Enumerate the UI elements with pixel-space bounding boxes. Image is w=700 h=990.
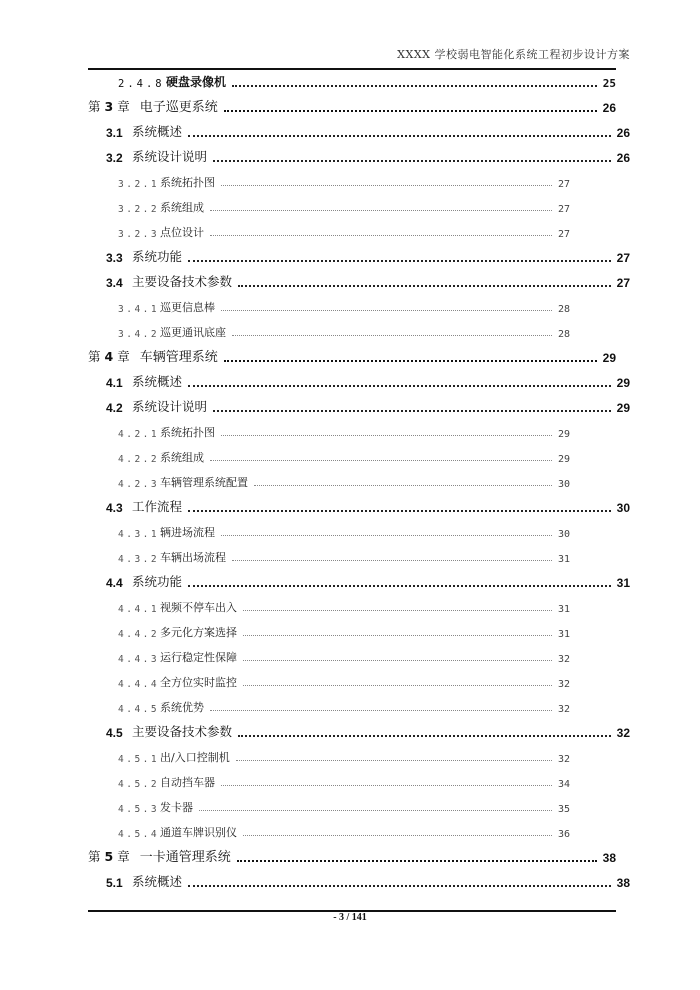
toc-entry-title: 系统设计说明 — [132, 399, 208, 414]
toc-entry-title: 出/入口控制机 — [160, 751, 230, 764]
toc-entry-title: 一卡通管理系统 — [139, 850, 231, 865]
toc-entry-page: 30 — [557, 479, 570, 490]
dot-leader — [210, 450, 552, 461]
toc-entry-title: 车辆管理系统配置 — [160, 476, 248, 489]
chapter-number: 5 — [104, 849, 114, 864]
toc-entry-title: 系统概述 — [132, 374, 183, 389]
dot-leader — [221, 300, 552, 311]
toc-entry-title: 系统概述 — [132, 124, 183, 139]
dot-leader — [210, 200, 552, 211]
toc-entry-title: 自动挡车器 — [160, 776, 215, 789]
toc-entry[interactable] — [118, 643, 570, 665]
toc-entry-page: 29 — [602, 351, 616, 365]
dot-leader — [238, 275, 611, 287]
dot-leader — [188, 575, 611, 587]
toc-entry-title: 视频不停车出入 — [160, 601, 237, 614]
dot-leader — [254, 475, 552, 486]
toc-entry-title: 车辆管理系统 — [139, 350, 218, 365]
dot-leader — [232, 75, 597, 87]
chapter-suffix: 章 — [117, 349, 130, 364]
dot-leader — [243, 825, 552, 836]
toc-entry-page: 26 — [616, 126, 630, 140]
chapter-number: 3 — [104, 99, 114, 114]
toc-entry-page: 31 — [557, 604, 570, 615]
toc-entry-number: 4.3.1 — [118, 529, 160, 540]
toc-entry-page: 34 — [557, 779, 570, 790]
toc-entry-page: 31 — [557, 554, 570, 565]
toc-entry-title: 系统组成 — [160, 451, 204, 464]
chapter-suffix: 章 — [117, 849, 130, 864]
toc-entry-title: 硬盘录像机 — [166, 75, 227, 89]
toc-entry-page: 32 — [616, 726, 630, 740]
toc-entry-title: 多元化方案选择 — [160, 626, 237, 639]
toc-entry-number: 4.4.2 — [118, 629, 160, 640]
toc-entry-title: 通道车牌识别仪 — [160, 826, 237, 839]
dot-leader — [232, 325, 552, 336]
toc-entry[interactable] — [106, 718, 630, 740]
dot-leader — [243, 650, 552, 661]
dot-leader — [188, 125, 611, 137]
toc-entry-number: 4.5.4 — [118, 829, 160, 840]
toc-entry-number: 5.1 — [106, 876, 123, 890]
toc-entry[interactable] — [88, 843, 616, 865]
chapter-prefix: 第 — [88, 349, 101, 364]
dot-leader — [221, 775, 552, 786]
dot-leader — [188, 875, 611, 887]
dot-leader — [236, 750, 552, 761]
toc-entry-title: 点位设计 — [160, 226, 204, 239]
toc-entry-number: 3.3 — [106, 251, 123, 265]
toc-entry[interactable] — [118, 468, 570, 490]
toc-entry[interactable] — [88, 343, 616, 365]
toc-entry-page: 32 — [557, 679, 570, 690]
toc-entry-page: 27 — [557, 229, 570, 240]
toc-entry-title: 运行稳定性保障 — [160, 651, 237, 664]
toc-entry[interactable] — [106, 118, 630, 140]
toc-entry-page: 29 — [616, 376, 630, 390]
toc-entry-title: 主要设备技术参数 — [132, 274, 233, 289]
dot-leader — [188, 500, 611, 512]
toc-entry-number: 4.2.3 — [118, 479, 160, 490]
toc-entry-page: 26 — [602, 101, 616, 115]
toc-entry[interactable] — [118, 793, 570, 815]
toc-entry-page: 32 — [557, 654, 570, 665]
toc-entry[interactable] — [118, 818, 570, 840]
dot-leader — [210, 700, 552, 711]
toc-entry[interactable] — [118, 218, 570, 240]
toc-entry-number — [88, 347, 140, 365]
toc-entry-page: 32 — [557, 704, 570, 715]
toc-entry-number — [88, 847, 140, 865]
toc-entry-number: 4.2.2 — [118, 454, 160, 465]
toc-entry-title: 系统概述 — [132, 874, 183, 889]
toc-entry[interactable] — [118, 193, 570, 215]
dot-leader — [188, 250, 611, 262]
toc-entry-page: 28 — [557, 329, 570, 340]
toc-entry-page: 27 — [557, 179, 570, 190]
toc-entry-number: 4.3.2 — [118, 554, 160, 565]
toc-entry-title: 系统设计说明 — [132, 149, 208, 164]
toc-entry[interactable] — [106, 568, 630, 590]
toc-entry[interactable] — [118, 443, 570, 465]
toc-entry-number: 3.2 — [106, 151, 123, 165]
toc-entry-title: 发卡器 — [160, 801, 193, 814]
dot-leader — [199, 800, 552, 811]
toc-entry[interactable] — [118, 668, 570, 690]
toc-entry-title: 系统功能 — [132, 574, 183, 589]
toc-entry-page: 28 — [557, 304, 570, 315]
toc-entry[interactable] — [106, 393, 630, 415]
dot-leader — [221, 425, 552, 436]
toc-entry-number: 4.4 — [106, 576, 123, 590]
toc-entry-title: 电子巡更系统 — [139, 100, 218, 115]
chapter-number: 4 — [104, 349, 114, 364]
toc-entry[interactable] — [118, 518, 570, 540]
toc-entry[interactable] — [106, 493, 630, 515]
dot-leader — [213, 400, 611, 412]
dot-leader — [221, 175, 552, 186]
toc-entry-number: 3.4 — [106, 276, 123, 290]
toc-entry-title: 车辆出场流程 — [160, 551, 226, 564]
dot-leader — [243, 600, 552, 611]
toc-entry[interactable] — [118, 293, 570, 315]
toc-entry[interactable] — [106, 868, 630, 890]
toc-entry-number: 4.5.2 — [118, 779, 160, 790]
toc-entry-page: 27 — [616, 251, 630, 265]
toc-entry-page: 29 — [557, 429, 570, 440]
toc-entry-title: 巡更信息棒 — [160, 301, 215, 314]
toc-entry-title: 辆进场流程 — [160, 526, 215, 539]
toc-entry[interactable] — [118, 168, 570, 190]
toc-entry[interactable] — [118, 318, 570, 340]
toc-entry[interactable] — [106, 268, 630, 290]
toc-entry-page: 36 — [557, 829, 570, 840]
toc-entry-title: 系统优势 — [160, 701, 204, 714]
toc-entry-number: 4.4.1 — [118, 604, 160, 615]
toc-entry[interactable] — [118, 693, 570, 715]
toc-entry-page: 26 — [616, 151, 630, 165]
dot-leader — [213, 150, 611, 162]
toc-entry-page: 29 — [616, 401, 630, 415]
toc-entry[interactable] — [88, 93, 616, 115]
toc-entry-page: 29 — [557, 454, 570, 465]
chapter-prefix: 第 — [88, 849, 101, 864]
toc-entry-number: 4.4.3 — [118, 654, 160, 665]
toc-entry-page: 27 — [557, 204, 570, 215]
toc-entry-page: 30 — [616, 501, 630, 515]
toc-entry-title: 系统拓扑图 — [160, 176, 215, 189]
toc-entry[interactable] — [106, 243, 630, 265]
toc-entry-number: 3.2.3 — [118, 229, 160, 240]
toc-entry[interactable] — [118, 543, 570, 565]
chapter-prefix: 第 — [88, 99, 101, 114]
toc-entry-number: 4.4.5 — [118, 704, 160, 715]
toc-entry-page: 25 — [602, 77, 616, 90]
toc-entry[interactable] — [118, 618, 570, 640]
toc-entry-page: 31 — [557, 629, 570, 640]
toc-entry-page: 38 — [602, 851, 616, 865]
toc-entry[interactable] — [118, 593, 570, 615]
toc-entry-number: 4.3 — [106, 501, 123, 515]
toc-entry-number: 4.1 — [106, 376, 123, 390]
toc-entry-number: 4.5 — [106, 726, 123, 740]
toc-entry[interactable] — [118, 68, 616, 90]
toc-entry[interactable] — [118, 768, 570, 790]
toc-entry-number: 4.2.1 — [118, 429, 160, 440]
dot-leader — [224, 100, 597, 112]
toc-entry-page: 30 — [557, 529, 570, 540]
toc-entry-number — [88, 97, 140, 115]
toc-entry-number: 4.4.4 — [118, 679, 160, 690]
page-number: - 3 / 141 — [333, 912, 367, 923]
toc-entry-page: 35 — [557, 804, 570, 815]
toc-entry[interactable] — [106, 143, 630, 165]
toc-entry-title: 工作流程 — [132, 499, 183, 514]
toc-entry-page: 32 — [557, 754, 570, 765]
dot-leader — [221, 525, 552, 536]
toc-entry[interactable] — [118, 743, 570, 765]
toc-entry-number: 4.2 — [106, 401, 123, 415]
toc-entry-number: 4.5.1 — [118, 754, 160, 765]
toc-entry-page: 27 — [616, 276, 630, 290]
toc-entry-title: 系统组成 — [160, 201, 204, 214]
toc-entry-title: 主要设备技术参数 — [132, 724, 233, 739]
toc-entry-number: 3.4.2 — [118, 329, 160, 340]
dot-leader — [237, 850, 597, 862]
toc-entry-number: 3.2.2 — [118, 204, 160, 215]
dot-leader — [188, 375, 611, 387]
dot-leader — [243, 625, 552, 636]
toc-entry-title: 巡更通讯底座 — [160, 326, 226, 339]
chapter-suffix: 章 — [117, 99, 130, 114]
dot-leader — [238, 725, 611, 737]
toc-entry-page: 31 — [616, 576, 630, 590]
dot-leader — [210, 225, 552, 236]
toc-entry-title: 全方位实时监控 — [160, 676, 237, 689]
dot-leader — [232, 550, 552, 561]
dot-leader — [243, 675, 552, 686]
toc-entry-number: 4.5.3 — [118, 804, 160, 815]
toc-entry-number: 3.2.1 — [118, 179, 160, 190]
dot-leader — [224, 350, 597, 362]
toc-entry-title: 系统拓扑图 — [160, 426, 215, 439]
toc-entry-number: 3.4.1 — [118, 304, 160, 315]
toc-entry-page: 38 — [616, 876, 630, 890]
toc-entry-number: 3.1 — [106, 126, 123, 140]
toc-entry[interactable] — [118, 418, 570, 440]
toc-entry-title: 系统功能 — [132, 249, 183, 264]
toc-entry-number: 2.4.8 — [118, 78, 165, 90]
document-title: XXXX 学校弱电智能化系统工程初步设计方案 — [397, 48, 630, 61]
toc-entry[interactable] — [106, 368, 630, 390]
